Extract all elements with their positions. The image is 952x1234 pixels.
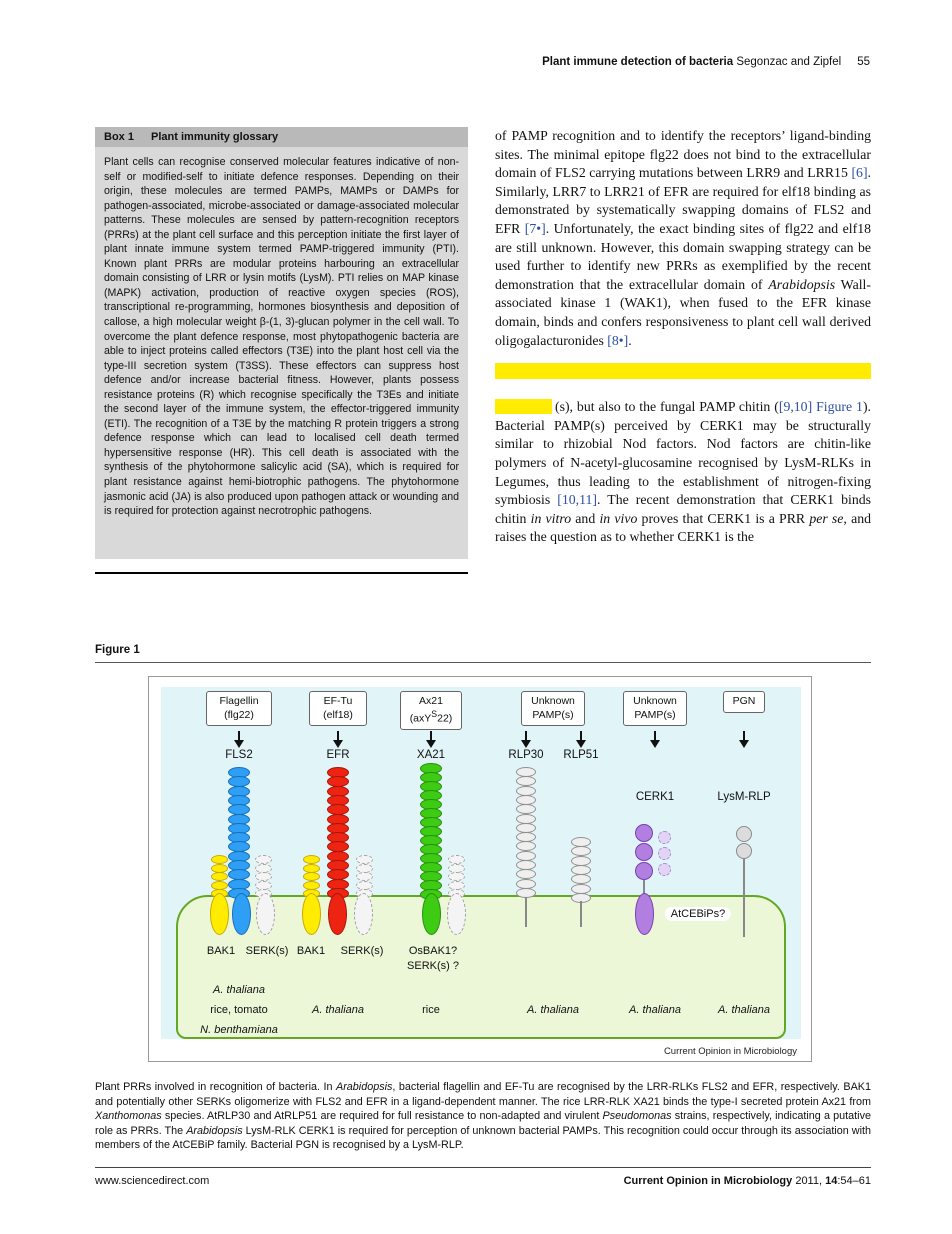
text-segment: per se bbox=[809, 510, 844, 526]
text-segment: (s), but also to the fungal PAMP chitin ( bbox=[555, 399, 779, 415]
lrr-coil bbox=[303, 855, 320, 864]
lysm-domain bbox=[658, 847, 671, 860]
receptor-stalk bbox=[580, 901, 582, 927]
diagram-text-label: rice bbox=[422, 1004, 440, 1016]
footer-citation bbox=[624, 1175, 871, 1187]
down-arrow-icon bbox=[650, 731, 660, 749]
down-arrow-icon bbox=[426, 731, 436, 749]
receptor-name-rlp51: RLP51 bbox=[563, 749, 599, 761]
diagram-text-label: SERK(s) bbox=[245, 945, 289, 957]
down-arrow-icon bbox=[521, 731, 531, 749]
figure-label: Figure 1 bbox=[95, 644, 140, 656]
text-segment: Arabidopsis bbox=[186, 1124, 243, 1137]
lrr-coil bbox=[516, 841, 536, 851]
lrr-coil bbox=[255, 872, 272, 881]
text-segment: species. AtRLP30 and AtRLP51 are required for full resistance to non-adapted and virulent bbox=[161, 1110, 603, 1123]
receptor-name-lysm-rlp: LysM-RLP bbox=[717, 791, 771, 803]
text-segment: . Unfortunately, the exact binding sites of flg22 and elf18 are still unknown. However, this domain swapping strategy can be used further to identify new PRRs as exemplified by the recent demonstration that the extracellular domain of bbox=[495, 220, 871, 292]
down-arrow-icon bbox=[576, 731, 586, 749]
text-segment: 2011, bbox=[792, 1175, 826, 1187]
reference-link[interactable]: [9,10] bbox=[778, 399, 813, 415]
text-segment: strains, respectively, indicating a putative role as PRRs. The bbox=[95, 1110, 871, 1137]
figure-watermark: Current Opinion in Microbiology bbox=[663, 1046, 797, 1057]
receptor-stalk bbox=[525, 897, 527, 927]
text-segment: . bbox=[628, 332, 632, 348]
receptor-name-rlp30: RLP30 bbox=[508, 749, 544, 761]
transmembrane-domain bbox=[422, 893, 441, 935]
lrr-coil bbox=[356, 855, 373, 864]
text-segment: , and raises the question as to whether CERK1 is the bbox=[495, 510, 871, 545]
text-segment: Wall-associated kinase 1 (WAK1), when fused to the EFR kinase domain, binds and confers responsiveness to plant cell wall derived oligogalacturonides bbox=[495, 276, 871, 348]
text-segment: :54–61 bbox=[837, 1175, 871, 1187]
diagram-text-label: N. benthamiana bbox=[200, 1024, 278, 1036]
page-footer bbox=[95, 1167, 871, 1187]
lrr-coil bbox=[516, 804, 536, 814]
diagram-text-label: OsBAK1? bbox=[408, 945, 458, 957]
lysm-domain bbox=[635, 862, 653, 880]
text-segment: Plant PRRs involved in recognition of bacteria. In bbox=[95, 1081, 336, 1093]
transmembrane-domain bbox=[447, 893, 466, 935]
diagram-text-label: A. thaliana bbox=[527, 1004, 579, 1016]
lysm-domain bbox=[736, 843, 752, 859]
ligand-label-pgn: PGN bbox=[723, 691, 765, 713]
text-segment: Arabidopsis bbox=[336, 1081, 393, 1093]
lrr-coil bbox=[571, 846, 591, 856]
lrr-coil bbox=[356, 872, 373, 881]
lysm-domain bbox=[635, 843, 653, 861]
receptor-stalk bbox=[743, 859, 745, 937]
figure-rule bbox=[95, 662, 871, 663]
two-column-body bbox=[95, 127, 871, 574]
text-segment: proves that CERK1 is a PRR bbox=[637, 510, 810, 526]
down-arrow-icon bbox=[739, 731, 749, 749]
transmembrane-domain bbox=[635, 893, 654, 935]
text-segment: 55 bbox=[857, 56, 870, 68]
footer-url: www.sciencedirect.com bbox=[95, 1175, 210, 1187]
text-segment: . The recent demonstration that CERK1 binds chitin bbox=[495, 492, 871, 526]
lysm-domain bbox=[658, 831, 671, 844]
text-segment: 14 bbox=[825, 1175, 838, 1187]
text-segment: of PAMP recognition and to identify the receptors’ ligand-binding sites. The minimal epitope flg22 does not bind to the extracellular domain of FLS2 carrying mutations between LRR9 and LRR15 bbox=[495, 128, 871, 181]
text-segment: LysM-RLK CERK1 is required for perception of unknown bacterial PAMPs. This recognition could occur through its association with members of the AtCEBiP family. Bacterial PGN is recognised by a LysM-RLP. bbox=[95, 1124, 871, 1152]
ligand-label-unknown-pamps-1: Unknown PAMP(s) bbox=[521, 691, 585, 726]
diagram-text-label: A. thaliana bbox=[213, 984, 265, 996]
text-segment: Pseudomonas bbox=[602, 1110, 672, 1123]
text-segment: ). Bacterial PAMP(s) perceived by CERK1 may be structurally similar to rhizobial Nod factors. Nod factors are chitin-like polymers of N-acetyl-glucosamine recognised by LysM-RLKs in Legumes, thus leading to the establishment of nitrogen-fixing symbiosis bbox=[495, 399, 871, 508]
transmembrane-domain bbox=[256, 893, 275, 935]
box1-header bbox=[95, 127, 468, 147]
transmembrane-domain bbox=[328, 893, 347, 935]
ligand-label-ax21: Ax21 (axY$^S$22) bbox=[400, 691, 462, 730]
figure-1-frame bbox=[148, 676, 812, 1062]
lrr-coil bbox=[448, 872, 465, 881]
figure-caption bbox=[95, 1080, 871, 1153]
lrr-coil bbox=[516, 776, 536, 786]
left-column bbox=[95, 127, 468, 574]
diagram-text-label: AtCEBiPs? bbox=[665, 907, 731, 921]
reference-link[interactable]: [7•] bbox=[524, 220, 546, 236]
lrr-coil bbox=[303, 872, 320, 881]
box1-bottom-rule bbox=[95, 572, 468, 574]
ligand-label-flagellin: Flagellin (flg22) bbox=[206, 691, 272, 726]
article-text-column bbox=[495, 127, 871, 574]
down-arrow-icon bbox=[234, 731, 244, 749]
reference-link[interactable]: [8•] bbox=[607, 332, 629, 348]
lrr-coil bbox=[255, 855, 272, 864]
receptor-name-xa21: XA21 bbox=[416, 749, 446, 761]
text-segment: , bacterial flagellin and EF-Tu are recognised by the LRR-RLKs FLS2 and EFR, respectively. BAK1 and potentially other SERKs oligomerize with FLS2 and EFR in a ligand-dependent manner. The rice LRR-RLK XA21 binds the type-I secreted protein Ax21 from bbox=[95, 1081, 871, 1108]
receptor-name-fls2: FLS2 bbox=[225, 749, 253, 761]
figure-1-diagram bbox=[161, 687, 801, 1039]
diagram-text-label: rice, tomato bbox=[210, 1004, 268, 1016]
diagram-text-label: A. thaliana bbox=[312, 1004, 364, 1016]
diagram-text-label: A. thaliana bbox=[718, 1004, 770, 1016]
highlight-segment bbox=[495, 399, 552, 414]
box1-title: Plant immunity glossary bbox=[151, 131, 279, 143]
text-segment: Current Opinion in Microbiology bbox=[623, 1175, 793, 1187]
receptor-name-efr: EFR bbox=[326, 749, 350, 761]
lrr-coil bbox=[571, 874, 591, 884]
text-segment: Segonzac and Zipfel bbox=[736, 56, 842, 68]
text-segment: in vivo bbox=[599, 510, 638, 526]
diagram-text-label: SERK(s) ? bbox=[407, 960, 459, 972]
highlighted-text-bar bbox=[495, 363, 871, 379]
text-segment: Arabidopsis bbox=[768, 276, 836, 292]
receptor-name-cerk1: CERK1 bbox=[635, 791, 675, 803]
diagram-text-label: BAK1 bbox=[206, 945, 236, 957]
ligand-label-ef-tu: EF-Tu (elf18) bbox=[309, 691, 367, 726]
text-segment: Plant immune detection of bacteria bbox=[542, 56, 737, 68]
ligand-label-unknown-pamps-2: Unknown PAMP(s) bbox=[623, 691, 687, 726]
running-head bbox=[542, 56, 870, 68]
diagram-text-label: A. thaliana bbox=[629, 1004, 681, 1016]
text-segment: . Similarly, LRR7 to LRR21 of EFR are required for elf18 binding as demonstrated by systematically swapping domains of FLS2 and EFR bbox=[495, 165, 871, 236]
text-segment: Xanthomonas bbox=[95, 1110, 162, 1123]
reference-link[interactable]: [6] bbox=[851, 165, 868, 181]
lrr-coil bbox=[211, 855, 228, 864]
reference-link[interactable]: [10,11] bbox=[557, 492, 598, 508]
paragraph-2 bbox=[495, 398, 871, 547]
transmembrane-domain bbox=[302, 893, 321, 935]
transmembrane-domain bbox=[354, 893, 373, 935]
lysm-domain bbox=[658, 863, 671, 876]
lrr-coil bbox=[211, 872, 228, 881]
text-segment: in vitro bbox=[530, 510, 572, 526]
figure-link[interactable]: Figure 1 bbox=[816, 399, 863, 415]
transmembrane-domain bbox=[232, 893, 251, 935]
lrr-coil bbox=[516, 869, 536, 879]
diagram-text-label: BAK1 bbox=[296, 945, 326, 957]
box1-body-text: Plant cells can recognise conserved molecular features indicative of non-self or modified-self to initiate defence responses. Depending on their origin, these molecules are termed PAMPs, MAMPs or DAMPs for pathogen-associated, microbe-associated or damage-associated molecular patterns. These molecules are sensed by pattern-recognition receptors (PRRs) at the plant cell surface and this perception initiate the first layer of plant innate immune system termed PAMP-triggered immunity (PTI). Known plant PRRs are modular proteins harbouring an extracellular domain consisting of LRR or lysin motifs (LysM). PTI relies on MAP kinase (MAPK) activation, production of reactive oxygen species (ROS), transcriptional re-programming, hormones biosynthesis and deposition of callose, a high molecular weight β-(1, 3)-glucan polymer in the cell wall. To overcome the plant defence response, most phytopathogenic bacteria are able to inject proteins called effectors (T3E) into the plant host cell via the type-III secretion system (T3SS). These effectors can suppress host defence and/or increase bacterial fitness. However, plants possess resistance proteins (R) which recognise specifically the T3Es and initiate the second layer of the immune system, the effector-triggered immunity (ETI). The recognition of a T3E by the matching R protein triggers a strong defence response which can lead to localised cell death termed hypersensitive response (HR). This cell death is associated with the synthesis of the phytohormone salicylic acid (SA), which is required for plant resistance against hemi-biotrophic pathogens. The phytohormone jasmonic acid (JA) is also produced upon pathogen attack or wounding and is required for protection against necrotrophic pathogens. bbox=[104, 156, 459, 518]
lrr-coil bbox=[448, 855, 465, 864]
transmembrane-domain bbox=[210, 893, 229, 935]
box1-glossary bbox=[95, 127, 468, 559]
down-arrow-icon bbox=[333, 731, 343, 749]
lysm-domain bbox=[736, 826, 752, 842]
lysm-domain bbox=[635, 824, 653, 842]
paragraph-1 bbox=[495, 127, 871, 350]
figure-section bbox=[95, 644, 871, 1062]
box1-label: Box 1 bbox=[104, 131, 134, 143]
diagram-text-label: SERK(s) bbox=[340, 945, 384, 957]
text-segment: and bbox=[571, 510, 600, 526]
